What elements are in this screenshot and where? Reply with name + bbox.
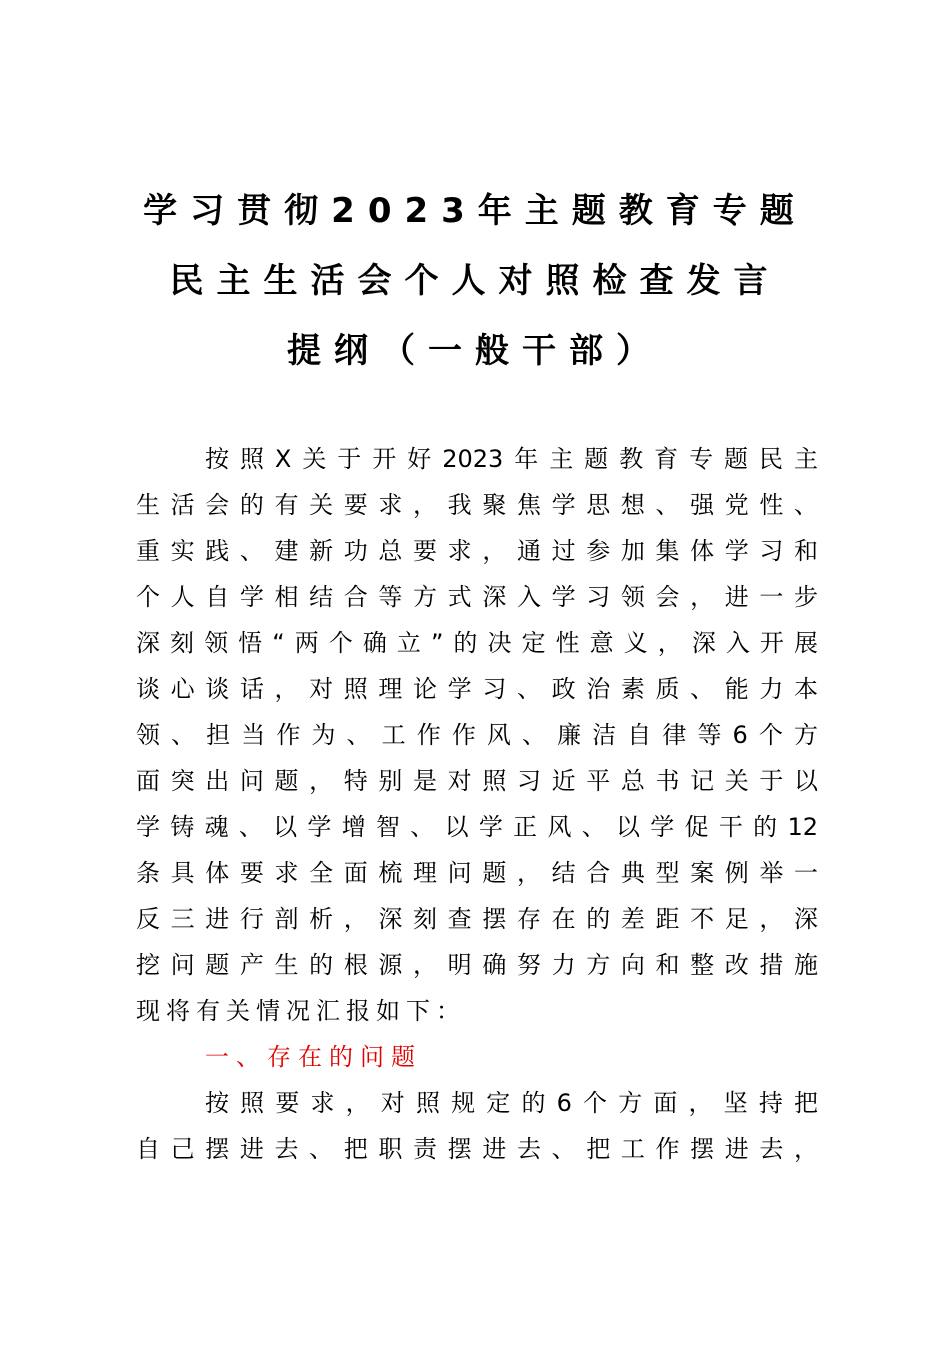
- paragraph1-line: 按照X关于开好2023年主题教育专题民主: [205, 445, 818, 473]
- paragraph1-line: 现将有关情况汇报如下：: [136, 997, 466, 1025]
- paragraph1-line: 个人自学相结合等方式深入学习领会，进一步: [136, 583, 818, 611]
- paragraph1-line: 生活会的有关要求，我聚焦学思想、强党性、: [136, 491, 818, 519]
- paragraph1-line: 领、担当作为、工作作风、廉洁自律等6个方: [136, 721, 818, 749]
- paragraph1-line: 条具体要求全面梳理问题，结合典型案例举一: [136, 859, 818, 887]
- paragraph2-line: 按照要求，对照规定的6个方面，坚持把: [205, 1089, 818, 1117]
- paragraph1-line: 学铸魂、以学增智、以学正风、以学促干的12: [136, 813, 818, 841]
- paragraph1-line: 面突出问题，特别是对照习近平总书记关于以: [136, 767, 818, 795]
- section-heading: 一、存在的问题: [205, 1043, 422, 1071]
- paragraph1-line: 挖问题产生的根源，明确努力方向和整改措施: [136, 951, 818, 979]
- paragraph1-line: 重实践、建新功总要求，通过参加集体学习和: [136, 537, 818, 565]
- document-title: [0, 186, 950, 396]
- paragraph1-line: 反三进行剖析，深刻查摆存在的差距不足，深: [136, 905, 818, 933]
- paragraph1-line: 深刻领悟“两个确立”的决定性意义，深入开展: [136, 629, 818, 657]
- title-line-3: 提纲（一般干部）: [287, 331, 663, 371]
- title-line-2: 民主生活会个人对照检查发言: [169, 261, 781, 301]
- title-line-1: 学习贯彻2023年主题教育专题: [143, 191, 807, 231]
- paragraph1-line: 谈心谈话，对照理论学习、政治素质、能力本: [136, 675, 818, 703]
- paragraph2-line: 自己摆进去、把职责摆进去、把工作摆进去，: [136, 1135, 818, 1163]
- document-body: [136, 436, 818, 1172]
